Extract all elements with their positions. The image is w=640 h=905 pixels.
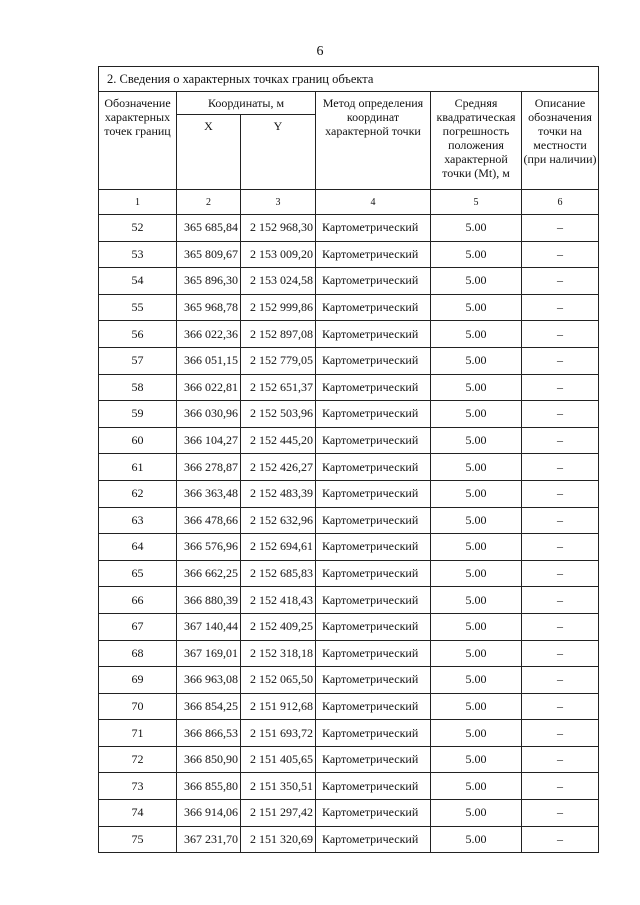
method-cell: Картометрический [316, 454, 431, 481]
coord-x-cell: 367 169,01 [177, 640, 241, 667]
table-row [99, 427, 599, 454]
coord-y-cell: 2 152 779,05 [241, 347, 316, 374]
header-method: Метод определения координат характерной точки [316, 92, 431, 190]
column-number: 2 [177, 190, 241, 215]
error-cell: 5.00 [431, 826, 522, 853]
method-cell: Картометрический [316, 534, 431, 561]
coord-y-cell: 2 152 483,39 [241, 480, 316, 507]
point-id-cell: 63 [99, 507, 177, 534]
coord-x-cell: 365 685,84 [177, 215, 241, 242]
header-error: Средняя квадратическая погрешность положения характерной точки (Mt), м [431, 92, 522, 190]
error-cell: 5.00 [431, 720, 522, 747]
table-row [99, 773, 599, 800]
error-cell: 5.00 [431, 667, 522, 694]
table-row [99, 693, 599, 720]
coord-x-cell: 366 022,36 [177, 321, 241, 348]
table-row [99, 268, 599, 295]
point-id-cell: 70 [99, 693, 177, 720]
coord-y-cell: 2 152 445,20 [241, 427, 316, 454]
error-cell: 5.00 [431, 746, 522, 773]
table-row [99, 241, 599, 268]
description-cell: – [522, 454, 599, 481]
method-cell: Картометрический [316, 693, 431, 720]
header-point-designation: Обозначение характерных точек границ [99, 92, 177, 190]
point-id-cell: 67 [99, 613, 177, 640]
coord-y-cell: 2 153 009,20 [241, 241, 316, 268]
error-cell: 5.00 [431, 613, 522, 640]
point-id-cell: 53 [99, 241, 177, 268]
description-cell: – [522, 800, 599, 827]
table-row [99, 534, 599, 561]
description-cell: – [522, 294, 599, 321]
header-description: Описание обозначения точки на местности (при наличии) [522, 92, 599, 190]
point-id-cell: 60 [99, 427, 177, 454]
coord-y-cell: 2 152 897,08 [241, 321, 316, 348]
coord-y-cell: 2 152 632,96 [241, 507, 316, 534]
column-number-row [99, 190, 599, 215]
table-row [99, 454, 599, 481]
error-cell: 5.00 [431, 374, 522, 401]
coord-y-cell: 2 151 297,42 [241, 800, 316, 827]
coord-y-cell: 2 151 405,65 [241, 746, 316, 773]
point-id-cell: 75 [99, 826, 177, 853]
table-row [99, 587, 599, 614]
description-cell: – [522, 215, 599, 242]
coord-y-cell: 2 152 685,83 [241, 560, 316, 587]
coord-x-cell: 366 866,53 [177, 720, 241, 747]
coord-x-cell: 366 854,25 [177, 693, 241, 720]
point-id-cell: 59 [99, 401, 177, 428]
section-title: 2. Сведения о характерных точках границ объекта [99, 67, 599, 92]
error-cell: 5.00 [431, 480, 522, 507]
header-y: Y [241, 115, 316, 190]
method-cell: Картометрический [316, 347, 431, 374]
coord-x-cell: 367 140,44 [177, 613, 241, 640]
coord-y-cell: 2 152 318,18 [241, 640, 316, 667]
coord-x-cell: 366 662,25 [177, 560, 241, 587]
coord-x-cell: 366 880,39 [177, 587, 241, 614]
coord-y-cell: 2 152 999,86 [241, 294, 316, 321]
method-cell: Картометрический [316, 826, 431, 853]
coord-x-cell: 366 963,08 [177, 667, 241, 694]
description-cell: – [522, 374, 599, 401]
table-row [99, 826, 599, 853]
coord-y-cell: 2 152 418,43 [241, 587, 316, 614]
description-cell: – [522, 746, 599, 773]
method-cell: Картометрический [316, 480, 431, 507]
table-row [99, 347, 599, 374]
method-cell: Картометрический [316, 640, 431, 667]
description-cell: – [522, 401, 599, 428]
header-x: X [177, 115, 241, 190]
table-row [99, 321, 599, 348]
point-id-cell: 61 [99, 454, 177, 481]
table-row [99, 640, 599, 667]
table-body [99, 215, 599, 853]
method-cell: Картометрический [316, 268, 431, 295]
boundary-points-table [98, 66, 599, 853]
coord-y-cell: 2 152 065,50 [241, 667, 316, 694]
section-title-row [99, 67, 599, 92]
point-id-cell: 74 [99, 800, 177, 827]
coord-x-cell: 367 231,70 [177, 826, 241, 853]
description-cell: – [522, 667, 599, 694]
point-id-cell: 55 [99, 294, 177, 321]
error-cell: 5.00 [431, 587, 522, 614]
point-id-cell: 57 [99, 347, 177, 374]
coord-y-cell: 2 151 693,72 [241, 720, 316, 747]
description-cell: – [522, 268, 599, 295]
column-number: 5 [431, 190, 522, 215]
point-id-cell: 69 [99, 667, 177, 694]
error-cell: 5.00 [431, 507, 522, 534]
error-cell: 5.00 [431, 560, 522, 587]
description-cell: – [522, 693, 599, 720]
method-cell: Картометрический [316, 215, 431, 242]
table-row [99, 507, 599, 534]
description-cell: – [522, 321, 599, 348]
error-cell: 5.00 [431, 693, 522, 720]
header-coordinates: Координаты, м [177, 92, 316, 115]
error-cell: 5.00 [431, 534, 522, 561]
coord-x-cell: 366 030,96 [177, 401, 241, 428]
method-cell: Картометрический [316, 560, 431, 587]
error-cell: 5.00 [431, 427, 522, 454]
coord-y-cell: 2 152 694,61 [241, 534, 316, 561]
coord-x-cell: 366 478,66 [177, 507, 241, 534]
coord-x-cell: 366 278,87 [177, 454, 241, 481]
table-row [99, 401, 599, 428]
coord-y-cell: 2 151 320,69 [241, 826, 316, 853]
point-id-cell: 68 [99, 640, 177, 667]
method-cell: Картометрический [316, 427, 431, 454]
error-cell: 5.00 [431, 640, 522, 667]
method-cell: Картометрический [316, 321, 431, 348]
description-cell: – [522, 720, 599, 747]
column-number: 3 [241, 190, 316, 215]
page-number: 6 [316, 44, 324, 59]
coord-y-cell: 2 151 912,68 [241, 693, 316, 720]
column-number: 6 [522, 190, 599, 215]
point-id-cell: 52 [99, 215, 177, 242]
coord-x-cell: 365 968,78 [177, 294, 241, 321]
description-cell: – [522, 427, 599, 454]
method-cell: Картометрический [316, 746, 431, 773]
description-cell: – [522, 826, 599, 853]
point-id-cell: 66 [99, 587, 177, 614]
error-cell: 5.00 [431, 215, 522, 242]
coord-x-cell: 366 363,48 [177, 480, 241, 507]
table-row [99, 720, 599, 747]
method-cell: Картометрический [316, 773, 431, 800]
error-cell: 5.00 [431, 241, 522, 268]
method-cell: Картометрический [316, 587, 431, 614]
table-row [99, 613, 599, 640]
table-row [99, 560, 599, 587]
method-cell: Картометрический [316, 800, 431, 827]
coord-y-cell: 2 152 409,25 [241, 613, 316, 640]
coord-x-cell: 366 914,06 [177, 800, 241, 827]
coord-y-cell: 2 152 651,37 [241, 374, 316, 401]
coord-y-cell: 2 152 426,27 [241, 454, 316, 481]
coord-y-cell: 2 152 968,30 [241, 215, 316, 242]
method-cell: Картометрический [316, 294, 431, 321]
header-row [99, 92, 599, 115]
point-id-cell: 65 [99, 560, 177, 587]
table-row [99, 215, 599, 242]
description-cell: – [522, 480, 599, 507]
column-number: 4 [316, 190, 431, 215]
error-cell: 5.00 [431, 773, 522, 800]
error-cell: 5.00 [431, 401, 522, 428]
description-cell: – [522, 773, 599, 800]
method-cell: Картометрический [316, 374, 431, 401]
coord-x-cell: 365 809,67 [177, 241, 241, 268]
coord-y-cell: 2 152 503,96 [241, 401, 316, 428]
table-row [99, 800, 599, 827]
point-id-cell: 58 [99, 374, 177, 401]
description-cell: – [522, 534, 599, 561]
description-cell: – [522, 587, 599, 614]
point-id-cell: 73 [99, 773, 177, 800]
error-cell: 5.00 [431, 268, 522, 295]
method-cell: Картометрический [316, 720, 431, 747]
point-id-cell: 72 [99, 746, 177, 773]
coord-y-cell: 2 153 024,58 [241, 268, 316, 295]
description-cell: – [522, 560, 599, 587]
method-cell: Картометрический [316, 507, 431, 534]
error-cell: 5.00 [431, 347, 522, 374]
column-number: 1 [99, 190, 177, 215]
point-id-cell: 62 [99, 480, 177, 507]
table-row [99, 667, 599, 694]
error-cell: 5.00 [431, 294, 522, 321]
coord-x-cell: 366 051,15 [177, 347, 241, 374]
coord-x-cell: 366 855,80 [177, 773, 241, 800]
coord-x-cell: 366 104,27 [177, 427, 241, 454]
method-cell: Картометрический [316, 667, 431, 694]
coord-y-cell: 2 151 350,51 [241, 773, 316, 800]
table-row [99, 746, 599, 773]
table-row [99, 294, 599, 321]
error-cell: 5.00 [431, 321, 522, 348]
description-cell: – [522, 507, 599, 534]
method-cell: Картометрический [316, 241, 431, 268]
description-cell: – [522, 613, 599, 640]
error-cell: 5.00 [431, 800, 522, 827]
table-row [99, 374, 599, 401]
description-cell: – [522, 640, 599, 667]
coord-x-cell: 366 850,90 [177, 746, 241, 773]
point-id-cell: 71 [99, 720, 177, 747]
point-id-cell: 54 [99, 268, 177, 295]
coord-x-cell: 366 022,81 [177, 374, 241, 401]
point-id-cell: 56 [99, 321, 177, 348]
method-cell: Картометрический [316, 401, 431, 428]
error-cell: 5.00 [431, 454, 522, 481]
table-row [99, 480, 599, 507]
coord-x-cell: 365 896,30 [177, 268, 241, 295]
description-cell: – [522, 347, 599, 374]
coord-x-cell: 366 576,96 [177, 534, 241, 561]
point-id-cell: 64 [99, 534, 177, 561]
description-cell: – [522, 241, 599, 268]
method-cell: Картометрический [316, 613, 431, 640]
